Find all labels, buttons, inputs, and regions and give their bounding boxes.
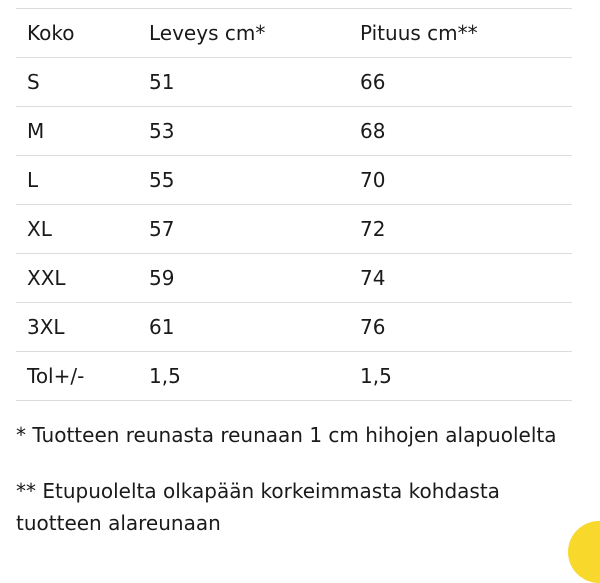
cell-width: 53: [138, 107, 349, 156]
cell-width: 59: [138, 254, 349, 303]
table-row-tolerance: [16, 352, 572, 401]
table-row: [16, 156, 572, 205]
table-row: [16, 58, 572, 107]
table-row: [16, 303, 572, 352]
cell-size: XL: [16, 205, 138, 254]
width-footnote: * Tuotteen reunasta reunaan 1 cm hihojen alapuolelta: [16, 423, 557, 447]
length-footnote: ** Etupuolelta olkapään korkeimmasta kohdasta tuotteen alareunaan: [16, 479, 500, 535]
cell-width: 61: [138, 303, 349, 352]
cell-length: 70: [349, 156, 572, 205]
cell-width: 51: [138, 58, 349, 107]
cell-width: 55: [138, 156, 349, 205]
cell-length: 72: [349, 205, 572, 254]
table-header-row: [16, 9, 572, 58]
cell-size: L: [16, 156, 138, 205]
cell-size: 3XL: [16, 303, 138, 352]
size-chart-table: [16, 8, 572, 401]
cell-length: 68: [349, 107, 572, 156]
table-row: [16, 107, 572, 156]
cell-length: 1,5: [349, 352, 572, 401]
header-width: Leveys cm*: [138, 9, 349, 58]
cell-size: XXL: [16, 254, 138, 303]
cell-size: M: [16, 107, 138, 156]
cell-length: 74: [349, 254, 572, 303]
header-size: Koko: [16, 9, 138, 58]
header-length: Pituus cm**: [349, 9, 572, 58]
table-row: [16, 205, 572, 254]
cell-size: Tol+/-: [16, 352, 138, 401]
cell-width: 57: [138, 205, 349, 254]
cell-length: 76: [349, 303, 572, 352]
cell-size: S: [16, 58, 138, 107]
cell-length: 66: [349, 58, 572, 107]
table-row: [16, 254, 572, 303]
cell-width: 1,5: [138, 352, 349, 401]
